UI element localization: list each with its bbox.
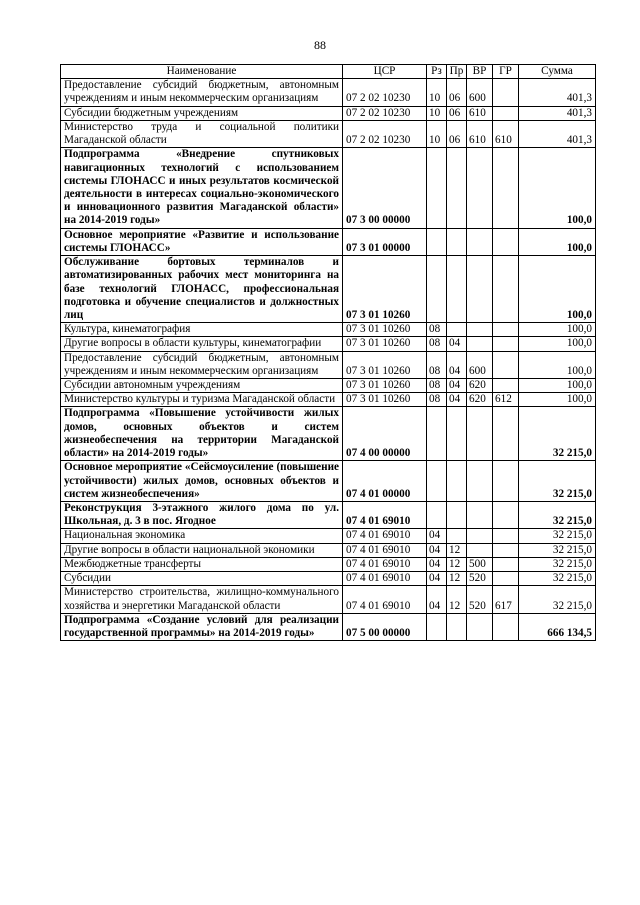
cell-pr: 12 <box>447 543 467 557</box>
cell-name: Культура, кинематография <box>61 323 343 337</box>
cell-vr: 600 <box>467 351 493 378</box>
cell-vr: 600 <box>467 79 493 106</box>
cell-csr: 07 4 01 69010 <box>343 543 427 557</box>
cell-name: Другие вопросы в области национальной экономики <box>61 543 343 557</box>
cell-vr: 620 <box>467 393 493 407</box>
cell-pr <box>447 228 467 255</box>
cell-name: Основное мероприятие «Сейсмоусиление (повышение устойчивости) жилых домов, основных объектов и систем жизнеобеспечения» <box>61 461 343 502</box>
cell-gr <box>493 572 519 586</box>
cell-vr <box>467 529 493 543</box>
cell-vr: 520 <box>467 572 493 586</box>
cell-name: Обслуживание бортовых терминалов и автоматизированных рабочих мест мониторинга на базе технологий ГЛОНАСС, профессиональная подготовка и обучение специалистов и должностных лиц <box>61 256 343 323</box>
cell-gr: 610 <box>493 120 519 147</box>
cell-gr <box>493 407 519 461</box>
cell-pr <box>447 529 467 543</box>
cell-csr: 07 3 01 10260 <box>343 256 427 323</box>
table-row <box>61 572 596 586</box>
cell-name: Министерство труда и социальной политики Магаданской области <box>61 120 343 147</box>
cell-rz: 08 <box>427 379 447 393</box>
cell-vr <box>467 613 493 640</box>
cell-rz: 10 <box>427 79 447 106</box>
cell-csr: 07 4 01 00000 <box>343 461 427 502</box>
cell-rz <box>427 502 447 529</box>
cell-vr <box>467 256 493 323</box>
cell-csr: 07 4 00 00000 <box>343 407 427 461</box>
cell-csr: 07 3 01 10260 <box>343 393 427 407</box>
cell-sum: 32 215,0 <box>519 586 596 613</box>
cell-csr: 07 3 01 10260 <box>343 379 427 393</box>
table-row <box>61 586 596 613</box>
table-row <box>61 379 596 393</box>
cell-pr <box>447 613 467 640</box>
cell-gr <box>493 543 519 557</box>
cell-csr: 07 2 02 10230 <box>343 120 427 147</box>
table-row <box>61 393 596 407</box>
cell-csr: 07 4 01 69010 <box>343 529 427 543</box>
cell-gr <box>493 379 519 393</box>
cell-vr: 500 <box>467 557 493 571</box>
cell-sum: 401,3 <box>519 79 596 106</box>
cell-name: Другие вопросы в области культуры, кинематографии <box>61 337 343 351</box>
cell-name: Основное мероприятие «Развитие и использование системы ГЛОНАСС» <box>61 228 343 255</box>
cell-csr: 07 3 01 00000 <box>343 228 427 255</box>
cell-rz: 08 <box>427 323 447 337</box>
cell-csr: 07 3 01 10260 <box>343 351 427 378</box>
cell-rz: 10 <box>427 120 447 147</box>
table-row <box>61 407 596 461</box>
cell-sum: 32 215,0 <box>519 543 596 557</box>
cell-pr: 12 <box>447 572 467 586</box>
cell-csr: 07 4 01 69010 <box>343 586 427 613</box>
cell-rz <box>427 148 447 228</box>
cell-sum: 32 215,0 <box>519 461 596 502</box>
cell-name: Министерство строительства, жилищно-коммунального хозяйства и энергетики Магаданской области <box>61 586 343 613</box>
cell-gr <box>493 228 519 255</box>
cell-rz <box>427 228 447 255</box>
cell-sum: 100,0 <box>519 393 596 407</box>
cell-sum: 100,0 <box>519 337 596 351</box>
cell-pr <box>447 461 467 502</box>
cell-sum: 100,0 <box>519 323 596 337</box>
cell-vr: 520 <box>467 586 493 613</box>
cell-rz <box>427 256 447 323</box>
cell-gr <box>493 461 519 502</box>
table-row <box>61 323 596 337</box>
cell-rz: 04 <box>427 586 447 613</box>
table-row <box>61 106 596 120</box>
cell-sum: 100,0 <box>519 351 596 378</box>
cell-rz: 10 <box>427 106 447 120</box>
cell-vr <box>467 228 493 255</box>
cell-sum: 100,0 <box>519 228 596 255</box>
cell-sum: 666 134,5 <box>519 613 596 640</box>
cell-pr <box>447 407 467 461</box>
cell-vr <box>467 461 493 502</box>
cell-vr: 620 <box>467 379 493 393</box>
cell-pr: 06 <box>447 120 467 147</box>
table-row <box>61 148 596 228</box>
cell-gr <box>493 323 519 337</box>
table-body <box>61 79 596 641</box>
table-row <box>61 461 596 502</box>
table-row <box>61 351 596 378</box>
cell-pr: 12 <box>447 586 467 613</box>
cell-sum: 32 215,0 <box>519 572 596 586</box>
table-row <box>61 613 596 640</box>
cell-gr <box>493 106 519 120</box>
table-row <box>61 543 596 557</box>
table-row <box>61 228 596 255</box>
header-pr: Пр <box>447 65 467 79</box>
cell-pr: 04 <box>447 351 467 378</box>
cell-gr <box>493 148 519 228</box>
cell-rz: 04 <box>427 557 447 571</box>
cell-name: Предоставление субсидий бюджетным, автономным учреждениям и иным некоммерческим организациям <box>61 79 343 106</box>
cell-vr <box>467 323 493 337</box>
cell-pr: 04 <box>447 393 467 407</box>
cell-sum: 32 215,0 <box>519 407 596 461</box>
cell-rz <box>427 461 447 502</box>
cell-sum: 32 215,0 <box>519 529 596 543</box>
table-row <box>61 557 596 571</box>
cell-sum: 100,0 <box>519 379 596 393</box>
cell-csr: 07 3 01 10260 <box>343 337 427 351</box>
header-gr: ГР <box>493 65 519 79</box>
cell-name: Субсидии <box>61 572 343 586</box>
cell-csr: 07 2 02 10230 <box>343 79 427 106</box>
cell-vr <box>467 543 493 557</box>
cell-gr <box>493 337 519 351</box>
cell-csr: 07 4 01 69010 <box>343 557 427 571</box>
header-sum: Сумма <box>519 65 596 79</box>
table-row <box>61 79 596 106</box>
cell-csr: 07 4 01 69010 <box>343 502 427 529</box>
cell-gr <box>493 613 519 640</box>
cell-name: Субсидии автономным учреждениям <box>61 379 343 393</box>
cell-sum: 32 215,0 <box>519 557 596 571</box>
cell-name: Предоставление субсидий бюджетным, автономным учреждениям и иным некоммерческим организациям <box>61 351 343 378</box>
cell-sum: 32 215,0 <box>519 502 596 529</box>
cell-csr: 07 3 00 00000 <box>343 148 427 228</box>
cell-pr: 12 <box>447 557 467 571</box>
cell-gr <box>493 256 519 323</box>
cell-csr: 07 5 00 00000 <box>343 613 427 640</box>
header-vr: ВР <box>467 65 493 79</box>
cell-pr: 06 <box>447 79 467 106</box>
cell-vr <box>467 337 493 351</box>
budget-table <box>60 64 596 641</box>
cell-sum: 100,0 <box>519 256 596 323</box>
cell-vr: 610 <box>467 106 493 120</box>
cell-pr <box>447 148 467 228</box>
cell-name: Подпрограмма «Создание условий для реализации государственной программы» на 2014-2019 годы» <box>61 613 343 640</box>
cell-pr: 06 <box>447 106 467 120</box>
cell-vr <box>467 148 493 228</box>
table-row <box>61 502 596 529</box>
cell-gr <box>493 79 519 106</box>
cell-gr <box>493 351 519 378</box>
header-name: Наименование <box>61 65 343 79</box>
cell-gr <box>493 557 519 571</box>
cell-rz: 04 <box>427 529 447 543</box>
cell-csr: 07 3 01 10260 <box>343 323 427 337</box>
cell-name: Субсидии бюджетным учреждениям <box>61 106 343 120</box>
cell-rz: 08 <box>427 351 447 378</box>
cell-rz: 04 <box>427 543 447 557</box>
cell-sum: 401,3 <box>519 120 596 147</box>
header-csr: ЦСР <box>343 65 427 79</box>
cell-sum: 100,0 <box>519 148 596 228</box>
table-header-row <box>61 65 596 79</box>
cell-name: Подпрограмма «Повышение устойчивости жилых домов, основных объектов и систем жизнеобеспечения на территории Магаданской области» на 2014-2019 годы» <box>61 407 343 461</box>
table-row <box>61 256 596 323</box>
cell-sum: 401,3 <box>519 106 596 120</box>
table-row <box>61 120 596 147</box>
cell-rz: 08 <box>427 393 447 407</box>
cell-name: Подпрограмма «Внедрение спутниковых навигационных технологий с использованием системы ГЛОНАСС и иных результатов космической деятельности в интересах социально-экономического и инновационного развития Магаданской области» на 2014-2019 годы» <box>61 148 343 228</box>
cell-rz <box>427 407 447 461</box>
table-row <box>61 337 596 351</box>
table-row <box>61 529 596 543</box>
cell-rz: 04 <box>427 572 447 586</box>
cell-pr <box>447 256 467 323</box>
cell-pr: 04 <box>447 337 467 351</box>
header-rz: Рз <box>427 65 447 79</box>
cell-pr <box>447 502 467 529</box>
cell-csr: 07 2 02 10230 <box>343 106 427 120</box>
cell-rz <box>427 613 447 640</box>
cell-gr: 612 <box>493 393 519 407</box>
cell-vr <box>467 407 493 461</box>
cell-pr <box>447 323 467 337</box>
cell-name: Межбюджетные трансферты <box>61 557 343 571</box>
page-number: 88 <box>314 38 326 52</box>
cell-rz: 08 <box>427 337 447 351</box>
cell-name: Национальная экономика <box>61 529 343 543</box>
cell-gr <box>493 502 519 529</box>
cell-vr <box>467 502 493 529</box>
cell-name: Министерство культуры и туризма Магаданской области <box>61 393 343 407</box>
cell-vr: 610 <box>467 120 493 147</box>
cell-gr: 617 <box>493 586 519 613</box>
cell-name: Реконструкция 3-этажного жилого дома по ул. Школьная, д. 3 в пос. Ягодное <box>61 502 343 529</box>
cell-pr: 04 <box>447 379 467 393</box>
cell-csr: 07 4 01 69010 <box>343 572 427 586</box>
cell-gr <box>493 529 519 543</box>
